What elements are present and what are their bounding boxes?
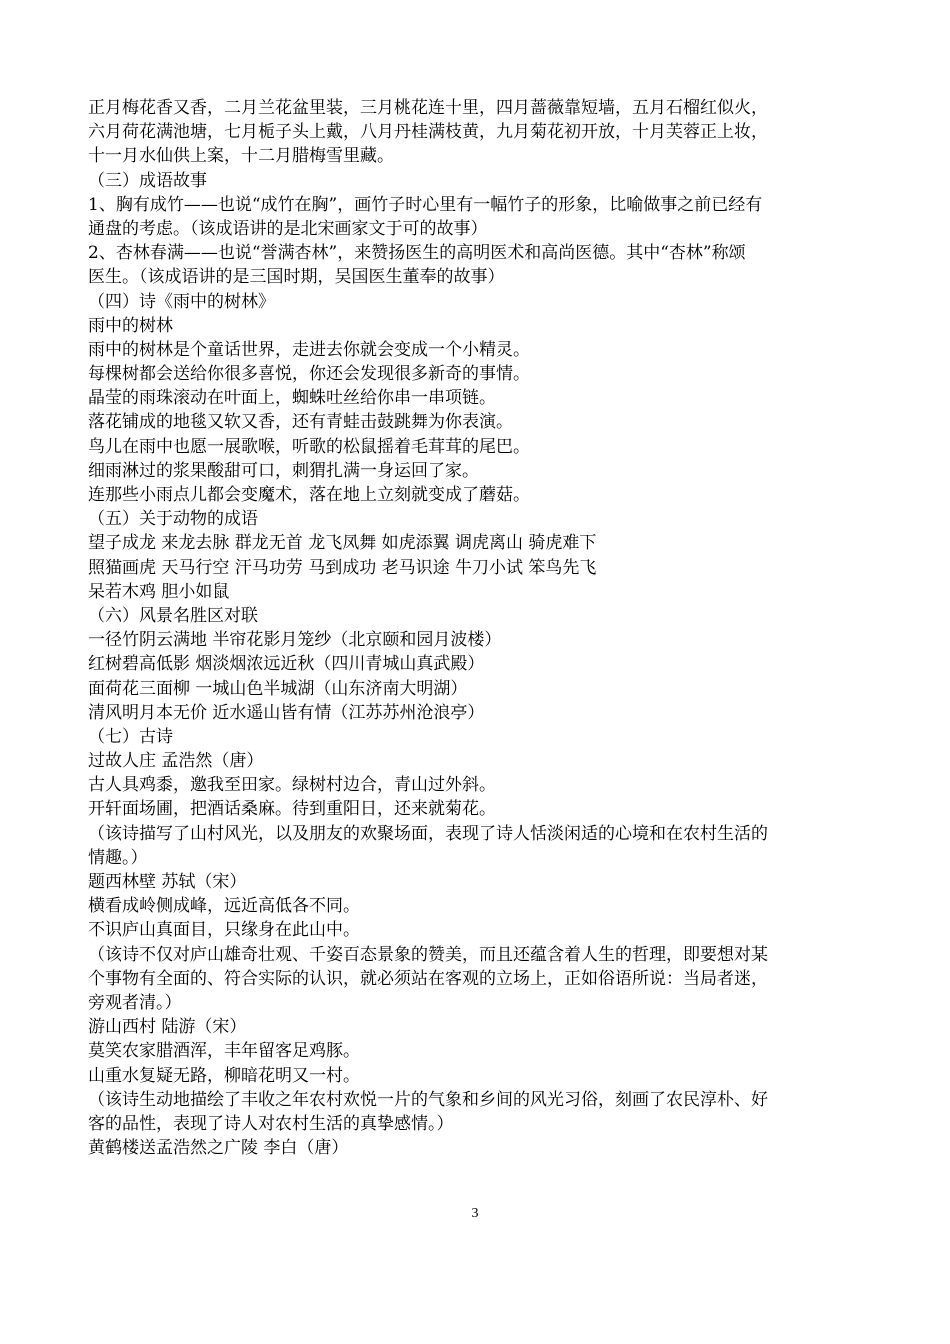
text-line: 2、杏林春满——也说“誉满杏林”，来赞扬医生的高明医术和高尚医德。其中“杏林”称颂 [88, 243, 746, 264]
text-line: 山重水复疑无路，柳暗花明又一村。 [88, 1065, 360, 1086]
text-line: 一径竹阴云满地 半帘花影月笼纱（北京颐和园月波楼） [88, 630, 502, 651]
text-line: 个事物有全面的、符合实际的认识，就必须站在客观的立场上，正如俗语所说：当局者迷， [88, 968, 768, 989]
text-line: 题西林壁 苏轼（宋） [88, 872, 247, 892]
text-line: 六月荷花满池塘，七月栀子头上戴，八月丹桂满枝黄，九月菊花初开放，十月芙蓉正上妆， [88, 122, 768, 143]
page-body-text [88, 96, 868, 1160]
text-line: 开轩面场圃，把酒话桑麻。待到重阳日，还来就菊花。 [88, 799, 496, 820]
text-line: 雨中的树林是个童话世界，走进去你就会变成一个小精灵。 [88, 339, 530, 360]
text-line: 医生。（该成语讲的是三国时期，吴国医生董奉的故事） [88, 267, 505, 288]
text-line: 黄鹤楼送孟浩然之广陵 李白（唐） [88, 1138, 349, 1159]
text-line: 不识庐山真面目，只缘身在此山中。 [88, 920, 360, 941]
text-line: 莫笑农家腊酒浑，丰年留客足鸡豚。 [88, 1041, 360, 1062]
text-line: 照猫画虎 天马行空 汗马功劳 马到成功 老马识途 牛刀小试 笨鸟先飞 [88, 557, 597, 578]
text-line: 鸟儿在雨中也愿一展歌喉，听歌的松鼠摇着毛茸茸的尾巴。 [88, 436, 530, 457]
text-line: 正月梅花香又香，二月兰花盆里装，三月桃花连十里，四月蔷薇靠短墙，五月石榴红似火， [88, 98, 768, 118]
text-line: （该诗生动地描绘了丰收之年农村欢悦一片的气象和乡间的风光习俗，刻画了农民淳朴、好 [88, 1089, 768, 1110]
text-line: 连那些小雨点儿都会变魔术，落在地上立刻就变成了蘑菇。 [88, 485, 530, 505]
text-line: 情趣。） [88, 847, 148, 868]
text-line: 落花铺成的地毯又软又香，还有青蛙击鼓跳舞为你表演。 [88, 412, 513, 433]
text-line: 过故人庄 孟浩然（唐） [88, 751, 264, 772]
text-line: （四）诗《雨中的树林》 [88, 291, 275, 312]
text-line: 面荷花三面柳 一城山色半城湖（山东济南大明湖） [88, 678, 468, 699]
text-line: 客的品性，表现了诗人对农村生活的真挚感情。） [88, 1113, 454, 1134]
text-line: 游山西村 陆游（宋） [88, 1017, 247, 1038]
text-line: 呆若木鸡 胆小如鼠 [88, 581, 230, 602]
text-line: 清风明月本无价 近水遥山皆有情（江苏苏州沧浪亭） [88, 702, 485, 723]
text-line: 古人具鸡黍，邀我至田家。绿树村边合，青山过外斜。 [88, 775, 496, 796]
text-line: 雨中的树林 [88, 315, 173, 336]
text-line: 每棵树都会送给你很多喜悦，你还会发现很多新奇的事情。 [88, 364, 530, 385]
text-line: 1、胸有成竹——也说“成竹在胸”，画竹子时心里有一幅竹子的形象，比喻做事之前已经有 [88, 194, 763, 215]
text-line: 通盘的考虑。（该成语讲的是北宋画家文于可的故事） [88, 218, 488, 239]
text-line: （五）关于动物的成语 [88, 509, 258, 530]
text-line: 红树碧高低影 烟淡烟浓远近秋（四川青城山真武殿） [88, 654, 485, 675]
text-line: （七）古诗 [88, 726, 173, 747]
text-line: （该诗描写了山村风光，以及朋友的欢聚场面，表现了诗人恬淡闲适的心境和在农村生活的 [88, 823, 768, 844]
text-line: （该诗不仅对庐山雄奇壮观、千姿百态景象的赞美，而且还蕴含着人生的哲理，即要想对某 [88, 944, 768, 965]
text-line: 晶莹的雨珠滚动在叶面上，蜘蛛吐丝给你串一串项链。 [88, 388, 496, 409]
text-line: （六）风景名胜区对联 [88, 605, 258, 626]
text-line: 横看成岭侧成峰，远近高低各不同。 [88, 896, 360, 917]
text-line: 旁观者清。） [88, 992, 182, 1013]
text-line: 望子成龙 来龙去脉 群龙无首 龙飞凤舞 如虎添翼 调虎离山 骑虎难下 [88, 533, 597, 554]
text-line: 细雨淋过的浆果酸甜可口，刺猬扎满一身运回了家。 [88, 460, 479, 481]
text-line: 十一月水仙供上案，十二月腊梅雪里藏。 [88, 146, 394, 167]
page-number: 3 [471, 1206, 479, 1221]
text-line: （三）成语故事 [88, 170, 207, 191]
